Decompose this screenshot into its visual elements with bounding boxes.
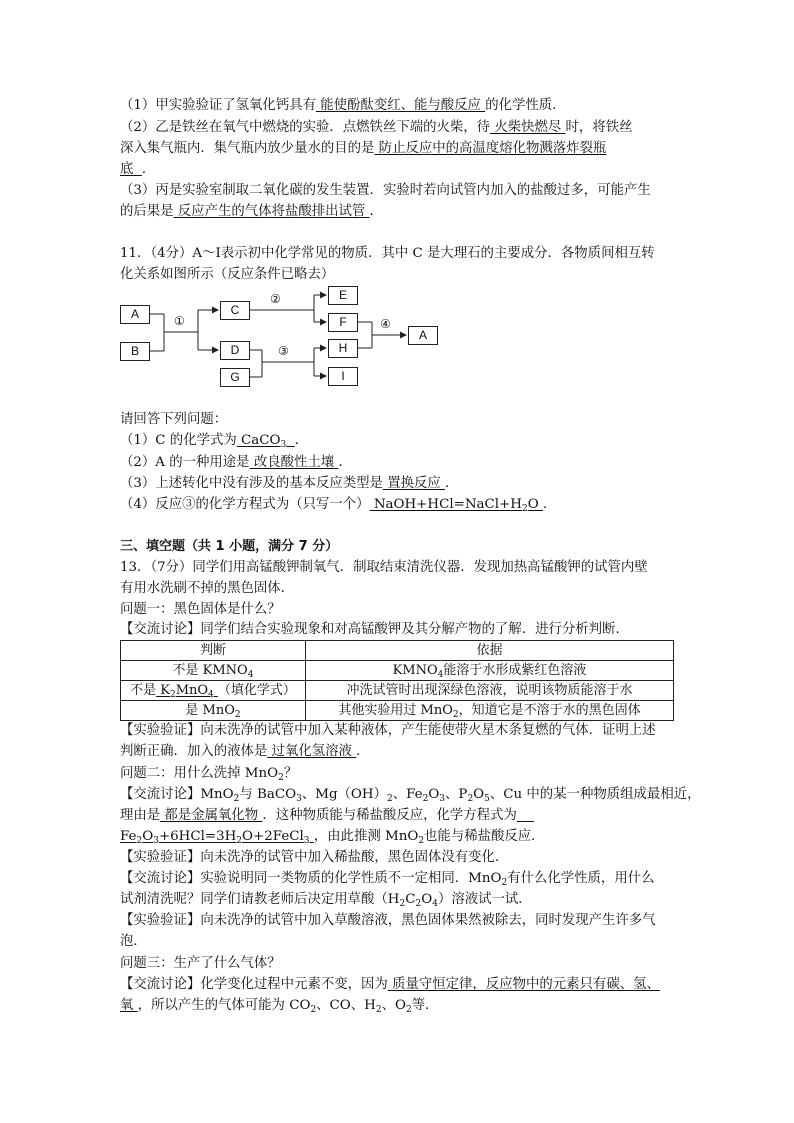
answer-blank: $Fe_2O_3+6HCl=3H_2O+2FeCl_3$	[120, 829, 310, 846]
q10-part1	[120, 97, 566, 115]
q13-question-2: 问题二：用什么洗掉 MnO$_2$？	[120, 766, 298, 783]
q13-stem: 13．（7分）同学们用高锰酸钾制氧气．制取结束清洗仪器．发现加热高锰酸钾的试管内壁	[120, 560, 648, 575]
q10-part3-cont	[120, 203, 383, 221]
node-e: E	[328, 286, 358, 305]
text: （1）甲实验验证了氢氧化钙具有	[120, 98, 316, 113]
q13-question-1: 问题一：黑色固体是什么？	[120, 602, 281, 617]
section-heading: 三、填空题（共 1 小题，满分 7 分）	[120, 539, 339, 554]
table-cell: 其他实验用过 MnO$_2$，知道它是不溶于水的黑色固体	[306, 701, 674, 721]
judgement-table	[120, 640, 674, 721]
answer-blank: $NaOH+HCl=NaCl+H_2O$	[369, 497, 543, 514]
answer-blank: 质量守恒定律，反应物中的元素只有碳、氢、	[387, 977, 660, 992]
text: （1）C 的化学式为	[120, 433, 237, 448]
q10-part2-end	[120, 161, 155, 179]
text: 的后果是	[120, 204, 174, 219]
table-row	[121, 681, 674, 701]
q13-discussion-4-cont: 氧 ，所以产生的气体可能为 $CO_2$、CO、$H_2$、$O_2$等．	[120, 998, 439, 1015]
q13-discussion-2: 【交流讨论】MnO$_2$与 BaCO$_3$、$Mg(OH)_2$、$Fe_2O_3$、$P_2O_5$、Cu 中的某一种物质组成最相近，	[120, 787, 701, 804]
text: ．	[141, 162, 156, 177]
table-header-row	[121, 641, 674, 661]
q13-verification-1: 【实验验证】向未洗净的试管中加入某种液体，产生能使带火星木条复燃的气体．证明上述	[120, 723, 656, 738]
answer-blank: 能使酚酞变红、能与酸反应	[316, 98, 486, 113]
q13-reason: 理由是 都是金属氧化物 ．这种物质能与稀盐酸反应，化学方程式为	[120, 808, 517, 823]
text: 化关系如图所示（反应条件已略去）	[120, 267, 335, 282]
q13-verification-2: 【实验验证】向未洗净的试管中加入稀盐酸，黑色固体没有变化．	[120, 850, 509, 865]
text: 的化学性质．	[485, 98, 566, 113]
text: ．	[369, 204, 383, 219]
node-f: F	[328, 313, 358, 332]
table-cell: 不是 $K_2MnO_4$ （填化学式）	[121, 681, 306, 701]
table-cell: $KMNO_4$能溶于水形成紫红色溶液	[306, 661, 674, 681]
node-a-product: A	[408, 326, 438, 345]
node-i: I	[328, 367, 358, 386]
step-3-label: ③	[278, 344, 289, 358]
node-h: H	[328, 339, 358, 358]
text: 深入集气瓶内．集气瓶内放少量水的目的是	[120, 141, 375, 156]
q13-stem-cont: 有用水洗刷不掉的黑色固体．	[120, 581, 295, 596]
answer-blank: CaCO$_3$	[236, 433, 287, 450]
q11-stem-cont	[120, 266, 334, 284]
q10-part2	[120, 119, 633, 137]
answer-blank: 火柴快燃尽	[490, 120, 566, 135]
q11-answer-3	[120, 475, 458, 493]
table-row	[121, 701, 674, 721]
q11-stem	[120, 245, 655, 263]
step-2-label: ②	[270, 292, 281, 306]
q13-discussion-3: 【交流讨论】实验说明同一类物质的化学性质不一定相同．MnO$_2$有什么化学性质，用什么	[120, 871, 655, 888]
q13-discussion-4: 【交流讨论】化学变化过程中元素不变，因为 质量守恒定律，反应物中的元素只有碳、氢、	[120, 977, 660, 992]
q13-verification-3-cont: 泡．	[120, 934, 147, 949]
node-b: B	[120, 342, 150, 361]
q13-verification-1-cont: 判断正确．加入的液体是 过氧化氢溶液 ．	[120, 744, 370, 759]
node-a: A	[120, 305, 150, 324]
q10-part3	[120, 182, 651, 200]
q10-part2-cont	[120, 140, 606, 158]
answer-blank: 过氧化氢溶液	[267, 744, 357, 759]
answer-blank: 都是金属氧化物	[160, 808, 263, 823]
text: （4）反应③的化学方程式为（只写一个）	[120, 497, 370, 512]
header-judgement: 判断	[121, 641, 306, 661]
q11-answer-4	[120, 496, 556, 514]
text: 请回答下列问题：	[120, 412, 228, 427]
node-c: C	[220, 301, 250, 320]
answer-blank: 置换反应	[382, 476, 446, 491]
q11-answer-2	[120, 454, 352, 472]
answer-blank: 氧	[120, 998, 138, 1013]
text: （2）乙是铁丝在氧气中燃烧的实验．点燃铁丝下端的火柴，待	[120, 120, 491, 135]
q13-verification-3: 【实验验证】向未洗净的试管中加入草酸溶液，黑色固体果然被除去，同时发现产生许多气	[120, 913, 656, 928]
step-4-label: ④	[380, 317, 391, 331]
text: 11．（4分）A～I表示初中化学常见的物质．其中 C 是大理石的主要成分．各物质间相互转	[120, 246, 655, 261]
text: ．	[542, 497, 557, 512]
text: （2）A 的一种用途是	[120, 455, 250, 470]
answer-blank: 改良酸性土壤	[249, 455, 339, 470]
text: （3）上述转化中没有涉及的基本反应类型是	[120, 476, 383, 491]
header-basis: 依据	[306, 641, 674, 661]
diagram-lines	[118, 290, 448, 394]
text: ．	[445, 476, 459, 491]
table-cell: 是 MnO$_2$	[121, 701, 306, 721]
table-cell: 冲洗试管时出现深绿色溶液，说明该物质能溶于水	[306, 681, 674, 701]
text: （3）丙是实验室制取二氧化碳的发生装置．实验时若向试管内加入的盐酸过多，可能产生	[120, 183, 651, 198]
q13-question-3: 问题三：生产了什么气体？	[120, 956, 281, 971]
node-g: G	[220, 368, 250, 387]
q11-prompt	[120, 411, 227, 429]
q11-answer-1	[120, 432, 308, 450]
answer-blank: 底	[120, 162, 134, 177]
q13-equation: $Fe_2O_3+6HCl=3H_2O+2FeCl_3$ ，由此推测 MnO$_2$也能与稀盐酸反应．	[120, 829, 545, 846]
text: 时，将铁丝	[565, 120, 633, 135]
text: ．	[338, 455, 352, 470]
answer-blank: 防止反应中的高温度熔化物溅落炸裂瓶	[374, 141, 607, 156]
reaction-flow-diagram	[118, 290, 448, 394]
node-d: D	[220, 341, 250, 360]
text: ．	[294, 433, 309, 448]
table-cell: 不是 $KMNO_4$	[121, 661, 306, 681]
answer-blank: 反应产生的气体将盐酸排出试管	[173, 204, 370, 219]
table-row	[121, 661, 674, 681]
q13-discussion-3-cont: 试剂清洗呢？同学们请教老师后决定用草酸$(H_2C_2O_4)$溶液试一试．	[120, 892, 532, 909]
step-1-label: ①	[174, 314, 185, 328]
q13-discussion-1: 【交流讨论】同学们结合实验现象和对高锰酸钾及其分解产物的了解．进行分析判断．	[120, 622, 629, 637]
